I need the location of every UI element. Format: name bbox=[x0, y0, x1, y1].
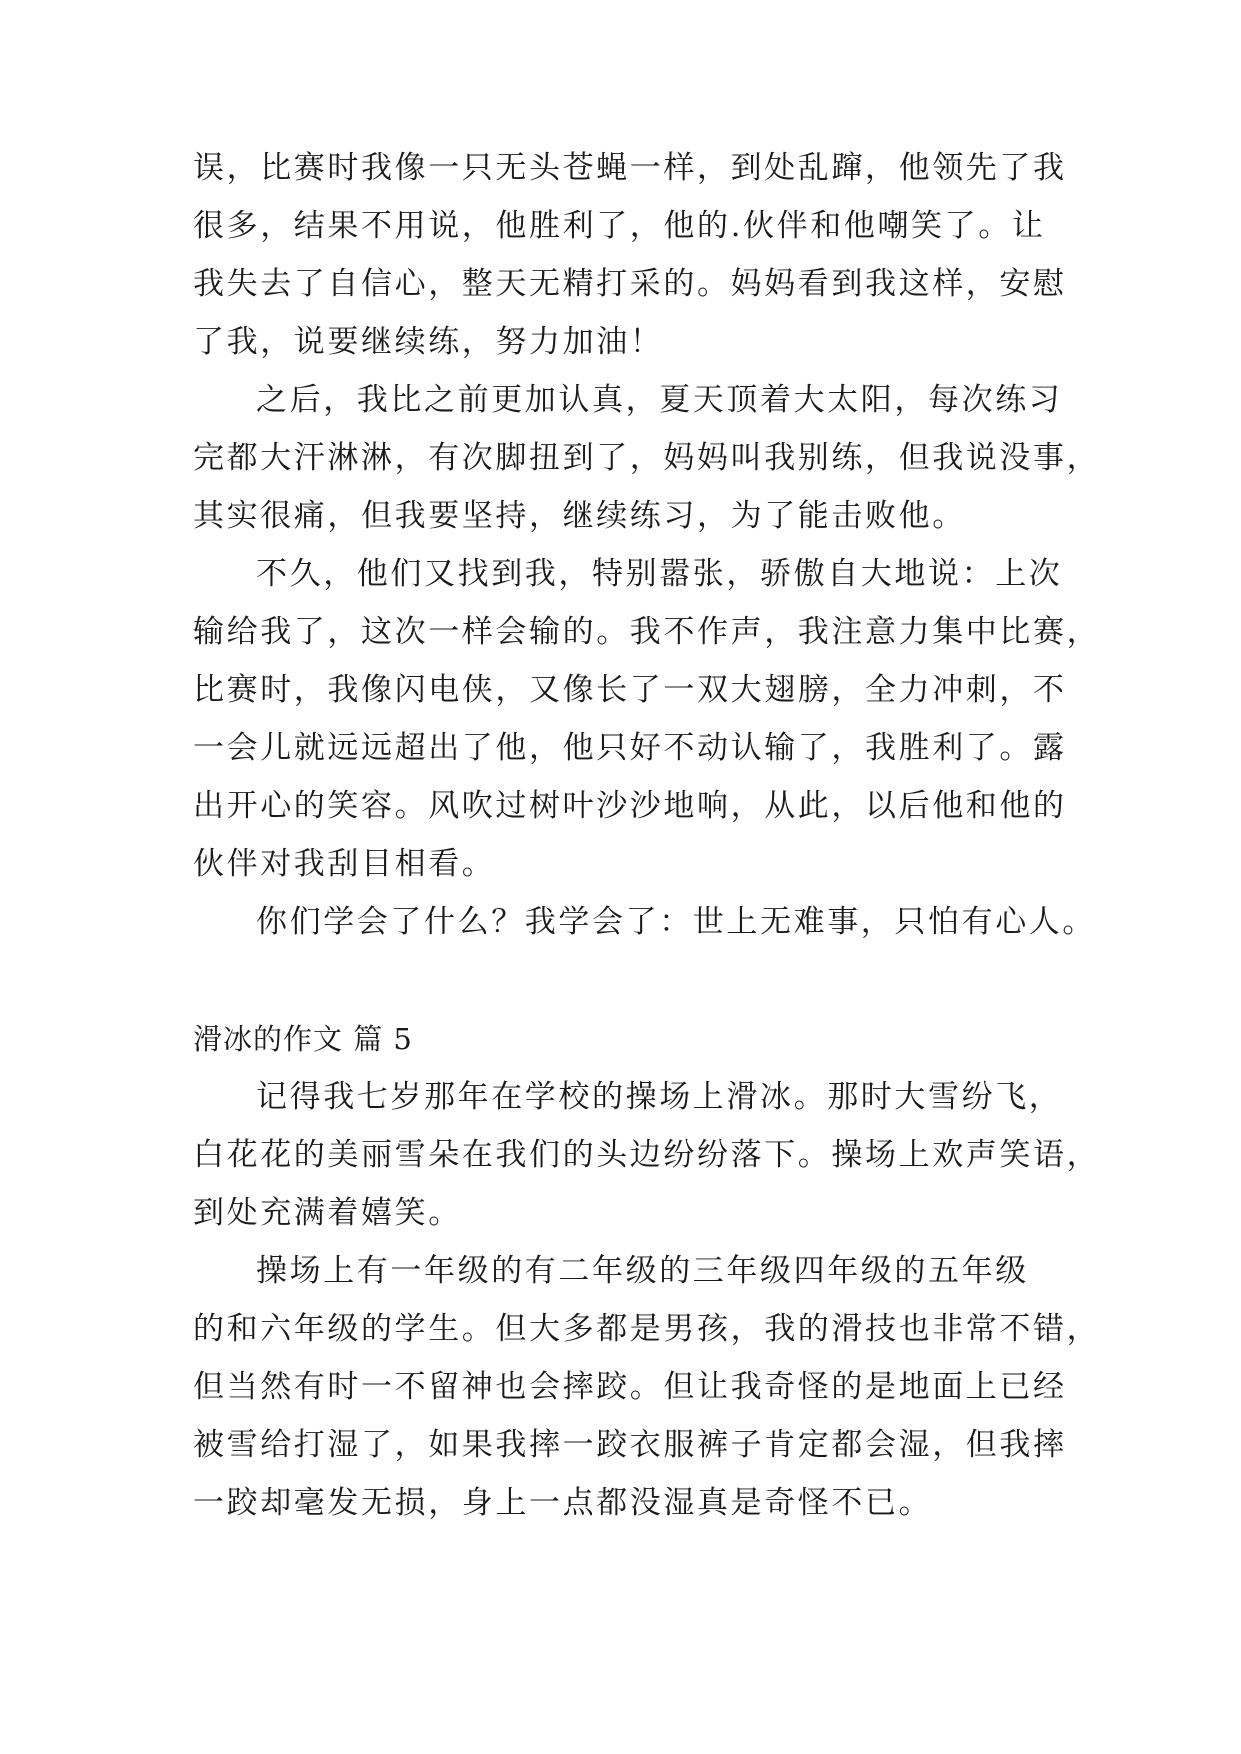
text-line: 不久，他们又找到我，特别嚣张，骄傲自大地说：上次 bbox=[256, 556, 1063, 592]
text-line: 我失去了自信心，整天无精打采的。妈妈看到我这样，安慰 bbox=[193, 266, 1067, 302]
text-line: 记得我七岁那年在学校的操场上滑冰。那时大雪纷飞， bbox=[256, 1079, 1063, 1115]
text-line: 输给我了，这次一样会输的。我不作声，我注意力集中比赛， bbox=[193, 614, 1101, 650]
text-line: 到处充满着嬉笑。 bbox=[193, 1195, 462, 1231]
text-line: 白花花的美丽雪朵在我们的头边纷纷落下。操场上欢声笑语， bbox=[193, 1137, 1101, 1173]
text-line: 完都大汗淋淋，有次脚扭到了，妈妈叫我别练，但我说没事， bbox=[193, 440, 1101, 476]
text-line: 比赛时，我像闪电侠，又像长了一双大翅膀，全力冲刺，不 bbox=[193, 672, 1067, 708]
text-line: 其实很痛，但我要坚持，继续练习，为了能击败他。 bbox=[193, 498, 966, 534]
text-line: 一跤却毫发无损，身上一点都没湿真是奇怪不已。 bbox=[193, 1485, 933, 1521]
text-line: 的和六年级的学生。但大多都是男孩，我的滑技也非常不错， bbox=[193, 1311, 1101, 1347]
text-line: 伙伴对我刮目相看。 bbox=[193, 846, 496, 882]
text-line: 很多，结果不用说，他胜利了，他的.伙伴和他嘲笑了。让 bbox=[193, 208, 1046, 244]
text-line: 一会儿就远远超出了他，他只好不动认输了，我胜利了。露 bbox=[193, 730, 1067, 766]
text-line: 但当然有时一不留神也会摔跤。但让我奇怪的是地面上已经 bbox=[193, 1369, 1067, 1405]
text-line: 被雪给打湿了，如果我摔一跤衣服裤子肯定都会湿，但我摔 bbox=[193, 1427, 1067, 1463]
text-line: 之后，我比之前更加认真，夏天顶着大太阳，每次练习 bbox=[256, 382, 1063, 418]
text-line: 了我，说要继续练，努力加油！ bbox=[193, 324, 664, 360]
text-line: 误，比赛时我像一只无头苍蝇一样，到处乱蹿，他领先了我 bbox=[193, 150, 1067, 186]
text-line: 你们学会了什么？我学会了：世上无难事，只怕有心人。 bbox=[256, 904, 1096, 940]
section-heading: 滑冰的作文 篇 5 bbox=[193, 1022, 413, 1056]
text-line: 出开心的笑容。风吹过树叶沙沙地响，从此，以后他和他的 bbox=[193, 788, 1067, 824]
text-line: 操场上有一年级的有二年级的三年级四年级的五年级 bbox=[256, 1253, 1029, 1289]
